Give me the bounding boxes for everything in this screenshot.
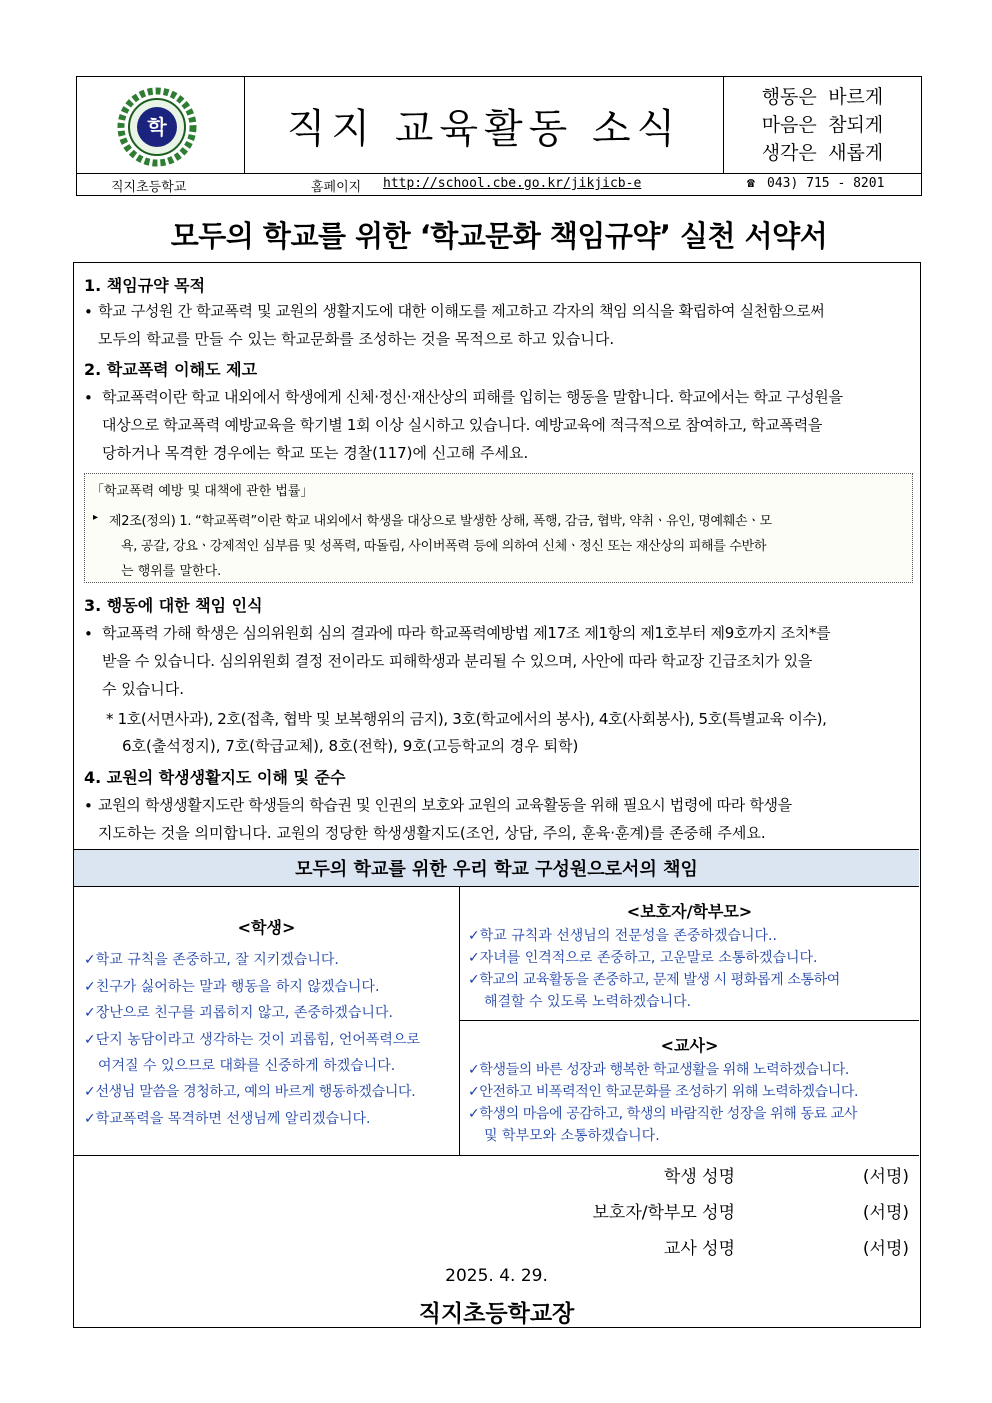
teacher-signature-field[interactable]: (서명) [862,1239,909,1259]
header-info-bar [77,173,921,195]
bullet-icon: • [84,389,93,407]
school-motto [724,77,921,173]
list-item: ✓단지 농담이라고 생각하는 것이 괴롭힘, 언어폭력으로 [84,1032,420,1048]
phone-number: 043) 715 - 8201 [767,176,885,191]
checkmark-icon: ✓ [84,1084,96,1100]
list-item: ✓자녀를 인격적으로 존중하고, 고운말로 소통하겠습니다. [468,950,818,966]
parent-responsibilities [460,887,919,1021]
list-item: ✓장난으로 친구를 괴롭히지 않고, 존중하겠습니다. [84,1005,393,1021]
list-item: ✓학교 규칙과 선생님의 전문성을 존중하겠습니다.. [468,928,777,944]
student-heading: <학생> [237,918,296,937]
responsibilities-header: 모두의 학교를 위한 우리 학교 구성원으로서의 책임 [74,849,919,887]
pledge-date: 2025. 4. 29. [445,1266,548,1286]
list-item: ✓학생의 마음에 공감하고, 학생의 바람직한 성장을 위해 동료 교사 [468,1106,858,1122]
list-item: ✓선생님 말씀을 경청하고, 예의 바르게 행동하겠습니다. [84,1084,416,1100]
checkmark-icon: ✓ [84,979,96,995]
phone-icon: ☎ [747,176,755,191]
checkmark-icon: ✓ [468,950,480,966]
checkmark-icon: ✓ [468,1084,480,1100]
school-logo [77,77,245,173]
teacher-signature-label: 교사 성명 [663,1239,735,1259]
parent-heading: <보호자/학부모> [626,902,753,921]
section-3-line-2: 받을 수 있습니다. 심의위원회 결정 전이라도 피해학생과 분리될 수 있으며, 사안에 따라 학교장 긴급조치가 있을 [102,652,813,670]
section-4-line-2: 지도하는 것을 의미합니다. 교원의 정당한 학생생활지도(조언, 상담, 주의, 훈육·훈계)를 존중해 주세요. [98,824,766,842]
bullet-icon: • [84,303,93,321]
student-responsibilities [74,887,460,1155]
homepage-link[interactable]: http://school.cbe.go.kr/jikjicb-e [383,176,642,191]
parent-signature-label: 보호자/학부모 성명 [592,1203,735,1223]
section-2-line-1: 학교폭력이란 학교 내외에서 학생에게 신체·정신·재산상의 피해를 입히는 행동을 말합니다. 학교에서는 학교 구성원을 [102,388,843,406]
checkmark-icon: ✓ [468,928,480,944]
checkmark-icon: ✓ [84,952,96,968]
list-item: ✓학생들의 바른 성장과 행복한 학교생활을 위해 노력하겠습니다. [468,1062,849,1078]
pledge-body [73,262,921,1328]
school-name: 직지초등학교 [111,180,187,195]
bullet-icon: • [84,625,93,643]
motto-line-2: 마음은 참되게 [761,114,884,136]
law-line-1: 제2조(정의) 1. “학교폭력”이란 학교 내외에서 학생을 대상으로 발생한 상해, 폭행, 감금, 협박, 약취ㆍ유인, 명예훼손ㆍ모 [109,514,772,529]
section-3-line-1: 학교폭력 가해 학생은 심의위원회 심의 결과에 따라 학교폭력예방법 제17조 제1항의 제1호부터 제9호까지 조치*를 [102,624,831,642]
homepage-label: 홈페이지 [311,180,362,195]
parent-signature-field[interactable]: (서명) [862,1203,909,1223]
motto-line-3: 생각은 새롭게 [761,142,884,164]
section-4-title: 4. 교원의 학생생활지도 이해 및 준수 [84,768,346,787]
list-item-continued: 및 학부모와 소통하겠습니다. [484,1128,660,1144]
checkmark-icon: ✓ [84,1005,96,1021]
list-item: ✓안전하고 비폭력적인 학교문화를 조성하기 위해 노력하겠습니다. [468,1084,858,1100]
list-item-continued: 해결할 수 있도록 노력하겠습니다. [484,994,692,1010]
list-item: ✓친구가 싫어하는 말과 행동을 하지 않겠습니다. [84,979,380,995]
student-signature-field[interactable]: (서명) [862,1167,909,1187]
section-1-line-2: 모두의 학교를 만들 수 있는 학교문화를 조성하는 것을 목적으로 하고 있습니다. [98,330,615,348]
bullet-icon: • [84,797,93,815]
newsletter-header [76,76,922,196]
law-line-3: 는 행위를 말한다. [121,564,222,579]
triangle-bullet-icon: ▸ [93,512,99,523]
section-1-line-1: 학교 구성원 간 학교폭력 및 교원의 생활지도에 대한 이해도를 제고하고 각자의 책임 의식을 확립하여 실천함으로써 [98,302,825,320]
list-item-continued: 여겨질 수 있으므로 대화를 신중하게 하겠습니다. [98,1058,396,1074]
section-3-note-1: * 1호(서면사과), 2호(접촉, 협박 및 보복행위의 금지), 3호(학교에서의 봉사), 4호(사회봉사), 5호(특별교육 이수), [106,710,827,728]
list-item: ✓학교폭력을 목격하면 선생님께 알리겠습니다. [84,1111,371,1127]
school-logo-text: 학 [147,115,167,139]
document-title: 모두의 학교를 위한 ‘학교문화 책임규약’ 실천 서약서 [170,219,828,253]
newsletter-title: 직지 교육활동 소식 [245,77,724,173]
law-title: 「학교폭력 예방 및 대책에 관한 법률」 [91,484,314,499]
law-excerpt-box [84,473,913,583]
list-item: ✓학교 규칙을 존중하고, 잘 지키겠습니다. [84,952,339,968]
principal-name: 직지초등학교장 [418,1301,575,1327]
checkmark-icon: ✓ [468,1062,480,1078]
motto-line-1: 행동은 바르게 [761,86,884,108]
section-2-line-3: 당하거나 목격한 경우에는 학교 또는 경찰(117)에 신고해 주세요. [102,444,529,462]
section-3-note-2: 6호(출석정지), 7호(학급교체), 8호(전학), 9호(고등학교의 경우 퇴학) [122,737,579,755]
section-4-line-1: 교원의 학생생활지도란 학생들의 학습권 및 인권의 보호와 교원의 교육활동을 위해 필요시 법령에 따라 학생을 [98,796,792,814]
section-3-line-3: 수 있습니다. [102,680,184,698]
student-signature-label: 학생 성명 [663,1167,735,1187]
section-2-line-2: 대상으로 학교폭력 예방교육을 학기별 1회 이상 실시하고 있습니다. 예방교육에 적극적으로 참여하고, 학교폭력을 [102,416,823,434]
checkmark-icon: ✓ [468,972,480,988]
law-line-2: 욕, 공갈, 강요ㆍ강제적인 심부름 및 성폭력, 따돌림, 사이버폭력 등에 의하여 신체ㆍ정신 또는 재산상의 피해를 수반하 [121,539,767,554]
teacher-heading: <교사> [660,1036,719,1055]
checkmark-icon: ✓ [84,1111,96,1127]
school-emblem-icon [77,77,245,173]
section-2-title: 2. 학교폭력 이해도 제고 [84,360,258,379]
teacher-responsibilities [460,1021,919,1155]
list-item: ✓학교의 교육활동을 존중하고, 문제 발생 시 평화롭게 소통하여 [468,972,840,988]
section-3-title: 3. 행동에 대한 책임 인식 [84,596,263,615]
checkmark-icon: ✓ [468,1106,480,1122]
section-1-title: 1. 책임규약 목적 [84,276,206,295]
checkmark-icon: ✓ [84,1032,96,1048]
